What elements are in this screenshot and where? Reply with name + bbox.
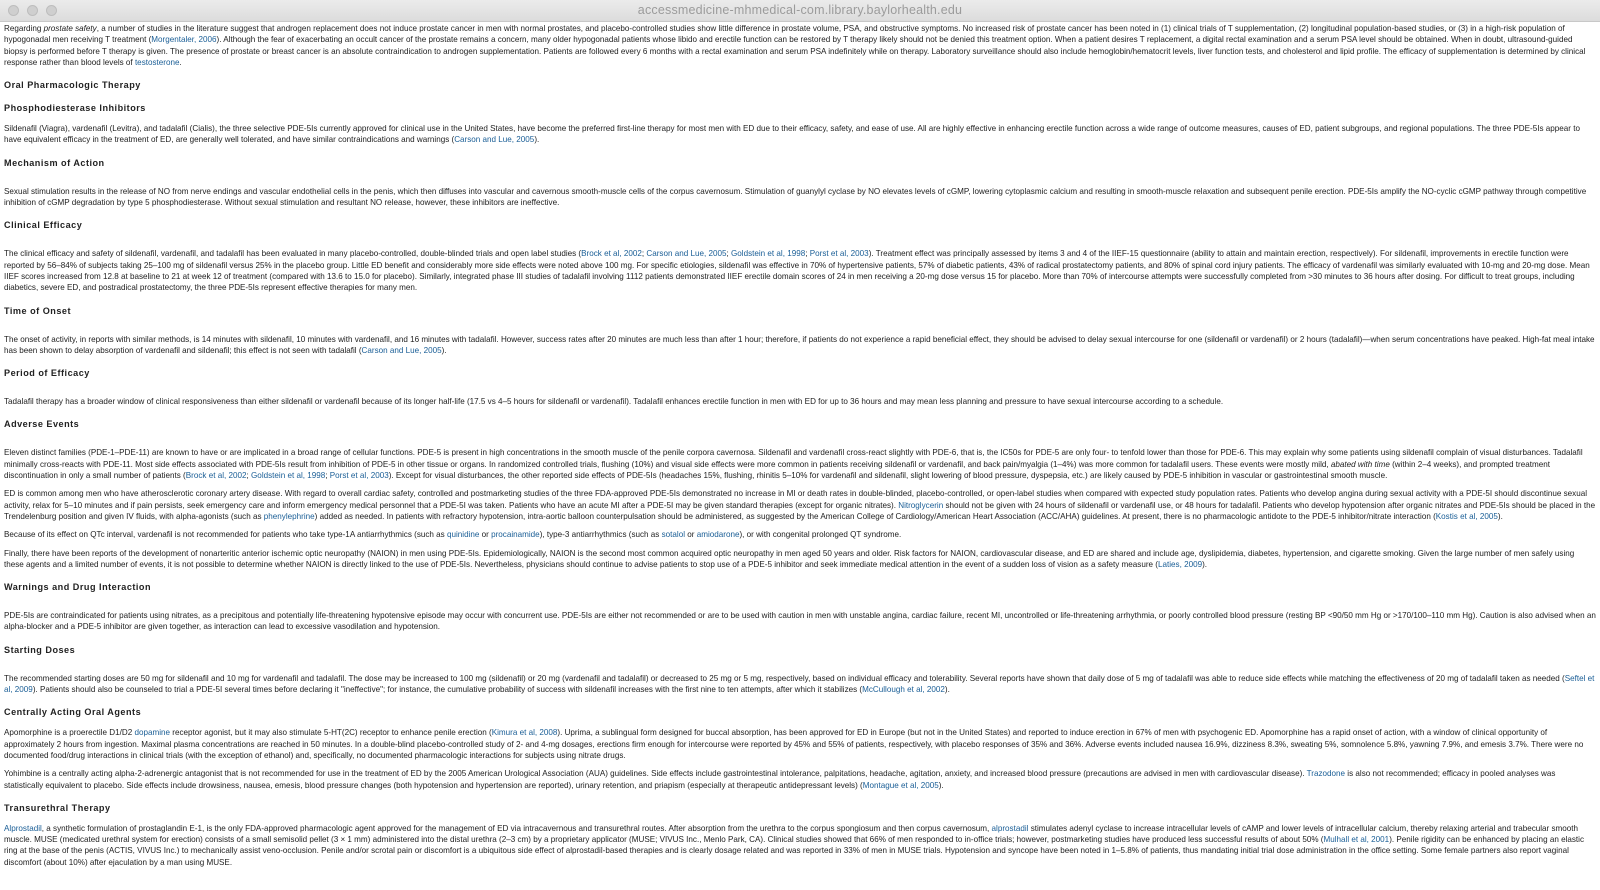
text: ). Uprima, a sublingual form designed for buccal absorption, has been approved for ED in Europe (but not in the United States) and reported to induce erection in 67% of men with psychogenic ED. Apomorphine has a rapid onset of action, with a window of clinical opportunity of approximately 2 hours from ingestion. Maximal plasma concentrations are reached in 50 minutes. In a double-blind placebo-controlled study of 2- and 4-mg dosages, erections firm enough for intercourse were reported by 45% and 55% of patients, respectively, with placebo responses of 35% and 36%. Adverse events included nausea 16.9%, dizziness 8.3%, sweating 5%, somnolence 5.8%, yawning 7.9%, and emesis 3.7%. There were no documented food/drug interactions in clinical trials (with the exception of ethanol) and, specifically, no documented pharmacologic interactions for subjects using nitrate drugs.	[4, 728, 1584, 760]
reference-link[interactable]: Carson and Lue, 2005	[454, 135, 535, 145]
subsection-heading: Transurethral Therapy	[4, 802, 111, 813]
text: ;	[726, 249, 731, 259]
drug-link[interactable]: Nitroglycerin	[898, 500, 944, 510]
text: ).	[441, 345, 447, 355]
text: Sexual stimulation results in the release of NO from nerve endings and vascular endothelial cells in the penis, which then diffuses into vascular and cavernous smooth-muscle cells of the corpus cavernosum. Stimulation of guanylyl cyclase by NO elevates levels of cGMP, lowering cytoplasmic calcium and resulting in smooth-muscle relaxation and subsequent penile erection. PDE-5Is amplify the NO-cyclic cGMP pathway through competitive inhibition of cGMP degradation by type 5 phosphodiesterase. Without sexual stimulation and resultant NO release, however, these inhibitors are ineffective.	[4, 186, 1587, 208]
text: ). Penile rigidity can be enhanced by placing an elastic ring at the base of the penis (ACTIS, VIVUS Inc.) to mechanically assist veno-occlusion. Penile and/or scrotal pain or discomfort is a ubiquitous side effect of alprostadil-based therapies and is clearly dosage related and was reported in 33% of men in MUSE trials. Hypotension and syncope have been noted in 1–5.8% of patients, thus mandating initial trial dose administration in the office setting. Some female partners also report vaginal discomfort (about 10%) after ejaculation by a man using MUSE.	[4, 835, 1585, 867]
text: ;	[325, 471, 330, 481]
article-body	[0, 22, 1600, 868]
emphasis: prostate safety	[43, 24, 97, 33]
subsection-heading: Period of Efficacy	[4, 368, 90, 379]
paragraph-adverse-3	[4, 529, 1596, 540]
text: ;	[805, 249, 810, 259]
paragraph-starting-doses	[4, 673, 1596, 696]
text: Tadalafil therapy has a broader window of clinical responsiveness than either sildenafil or vardenafil because of its longer half-life (17.5 vs 4–5 hours for sildenafil or vardenafil). Tadalafil enhances erectile function in men with ED for up to 36 hours and may mean less planning and pressure to have sexual intercourse according to a schedule.	[4, 397, 1224, 407]
paragraph-mechanism	[4, 186, 1596, 209]
reference-link[interactable]: Laties, 2009	[1157, 559, 1203, 569]
text: ).	[944, 685, 950, 695]
text: Regarding	[4, 24, 44, 33]
paragraph-central-2	[4, 768, 1596, 791]
paragraph-onset	[4, 334, 1596, 357]
text: ).	[1497, 511, 1503, 521]
paragraph-central-1	[4, 727, 1596, 761]
paragraph-period	[4, 396, 1596, 407]
text: ). Treatment effect was principally assessed by items 3 and 4 of the IIEF-15 questionnaire (ability to attain and maintain erection, respectively). For sildenafil, improvements in erectile function were reported by 56–84% of subjects taking 25–100 mg of sildenafil versus 25% in the placebo group. Little ED benefit and considerably more side effects were noted above 100 mg. For specific etiologies, sildenafil was effective in 70% of hypertensive patients, 57% of diabetic patients, 43% of radical prostatectomy patients, and 80% of spinal cord injury patients. The efficacy of vardenafil was similarly evaluated with 10-mg and 20-mg dose. Mean IIEF scores increased from 12.8 at baseline to 21 at week 12 of treatment (compared with 13.6 to 15.0 for placebo). Similarly, integrated phase III studies of tadalafil involving 1112 patients demonstrated IIEF erectile domain scores of 24 in men receiving a 20-mg dose versus 15 for placebo. More than 70% of intercourse attempts were successfully completed from >30 minutes to 36 hours after dosing. For difficult to treat groups, including diabetics, severe ED, and postradical prostatectomy, the three PDE-5Is represent effective therapies for many men.	[4, 249, 1590, 293]
text: Because of its effect on QTc interval, vardenafil is not recommended for patients who take type-1A antiarrhythmics (such as	[4, 530, 447, 540]
reference-link[interactable]: Porst et al, 2003	[329, 471, 389, 481]
reference-link[interactable]: Morgentaler, 2006	[151, 35, 217, 45]
text: Apomorphine is a proerectile D1/D2	[4, 728, 135, 738]
text: ED is common among men who have atherosclerotic coronary artery disease. With regard to overall cardiac safety, controlled and postmarketing studies of the three FDA-approved PDE-5Is demonstrated no increase in MI or death rates in double-blinded, placebo-controlled, or open-label studies when compared with expected study population rates. Patients who develop angina during sexual activity with a PDE-5I should discontinue sexual activity, relax for 5–10 minutes and if pain persists, seek emergency care and inform emergency medical personnel that a PDE-5I was taken. Patients who have an acute MI after a PDE-5I may be given standard therapies (except for organic nitrates).	[4, 489, 1588, 510]
text: (within 2–4 weeks), and prompted treatment discontinuation in only a small number of patients (	[4, 459, 1550, 481]
drug-link[interactable]: quinidine	[446, 530, 480, 540]
text: should not be given with 24 hours of sildenafil or vardenafil use, or 48 hours for tadalafil. Patients who develop hypotension after organic nitrates and PDE-5Is should be placed in the Trendelenburg position and given IV fluids, with alpha-agonists (such as	[4, 500, 1596, 521]
reference-link[interactable]: Kimura et al, 2008	[491, 728, 558, 738]
reference-link[interactable]: Porst et al, 2003	[809, 249, 869, 259]
window-titlebar	[0, 0, 1600, 22]
reference-link[interactable]: Goldstein et al, 1998	[730, 249, 806, 259]
text: ;	[641, 249, 647, 259]
text: ). Patients should also be counseled to trial a PDE-5I several times before declaring it "ineffective"; for instance, the cumulative probability of success with sildenafil increases with the first nine to ten attempts, after which it stabilizes (	[32, 685, 863, 695]
subsection-heading: Phosphodiesterase Inhibitors	[4, 103, 146, 114]
text: The recommended starting doses are 50 mg for sildenafil and 10 mg for vardenafil and tadalafil. The dose may be increased to 100 mg (sildenafil) or 20 mg (vardenafil and tadalafil) or decreased to 25 mg or 5 mg, respectively, based on individual efficacy and tolerability. Several reports have shown that daily dose of 5 mg of tadalafil was able to reduce side effects while matching the effectiveness of 20 mg of tadalafil taken as needed (	[4, 673, 1565, 683]
text: ). Except for visual disturbances, the other reported side effects of PDE-5Is (headaches 15%, flushing, rhinitis 5–10% for vardenafil and sildenafil, slight lowering of blood pressure, dyspepsia, etc.) are likely caused by PDE-5 inhibition in vascular or gastrointestinal smooth muscle.	[388, 471, 1388, 481]
drug-link[interactable]: Alprostadil	[4, 823, 42, 833]
paragraph-transurethral	[4, 823, 1596, 868]
drug-link[interactable]: testosterone	[134, 57, 180, 67]
paragraph-intro	[4, 23, 1596, 68]
reference-link[interactable]: McCullough et al, 2002	[862, 685, 945, 695]
emphasis: abated with time	[1330, 459, 1390, 469]
reference-link[interactable]: Brock et al, 2002	[581, 249, 642, 259]
drug-link[interactable]: procainamide	[491, 530, 540, 540]
text: Sildenafil (Viagra), vardenafil (Levitra), and tadalafil (Cialis), the three selective PDE-5Is currently approved for clinical use in the United States, have become the preferred first-line therapy for most men with ED due to their efficacy, safety, and ease of use. All are highly effective in enhancing erectile function across a wide range of outcome measures, causes of ED, patient subgroups, and regional populations. The three PDE-5Is appear to have equivalent efficacy in the treatment of ED, are generally well tolerated, and have similar contraindications and warnings (	[4, 124, 1580, 145]
section-heading: Oral Pharmacologic Therapy	[4, 80, 141, 91]
text: ). Although the fear of exacerbating an occult cancer of the prostate remains a concern, many older hypogonadal patients whose libido and erectile function can be restored by T therapy likely should not be denied this treatment option. When a patient desires T replacement, a digital rectal examination and a serum PSA level should be obtained. When in doubt, ultrasound-guided biopsy is performed before T therapy is given. The presence of prostate or breast cancer is an absolute contraindication to androgen supplementation. Patients are followed every 6 months with a rectal examination and serum PSA indefinitely while on therapy. Laboratory surveillance should also include hemoglobin/hematocrit levels, liver function tests, and cholesterol and lipid profile. The efficacy of supplementation is determined by clinical response rather than blood levels of	[4, 35, 1586, 67]
text: , a synthetic formulation of prostaglandin E-1, is the only FDA-approved pharmacologic agent approved for the management of ED via intracavernous and transurethral routes. After absorption from the urethra to the corpus spongiosum and then corpus cavernosum,	[41, 823, 992, 833]
text: ), or with congenital prolonged QT syndrome.	[739, 530, 902, 540]
reference-link[interactable]: Montague et al, 2005	[862, 780, 939, 790]
paragraph-adverse-1	[4, 447, 1596, 481]
text: is also not recommended; efficacy in pooled analyses was statistically equivalent to placebo. Side effects include drowsiness, nausea, emesis, blood pressure changes (both hypotension and hypertension are reported), urinary retention, and priapism (especially at therapeutic antidepressant levels) (	[4, 769, 1556, 790]
reference-link[interactable]: Goldstein et al, 1998	[251, 471, 326, 481]
window-title: accessmedicine-mhmedical-com.library.baylorhealth.edu	[637, 3, 963, 17]
text: ).	[1202, 559, 1208, 569]
text: , a number of studies in the literature suggest that androgen replacement does not induce prostate cancer in men with normal prostates, and placebo-controlled studies show little difference in prostate volume, PSA, and obstructive symptoms. No increased risk of prostate cancer has been noted in (1) clinical trials of T supplementation, (2) longitudinal population-based studies, or (3) in a high-risk population of hypogonadal men receiving T treatment (	[4, 24, 1565, 45]
paragraph-adverse-4	[4, 548, 1596, 571]
drug-link[interactable]: phenylephrine	[263, 511, 315, 521]
paragraph-clinical	[4, 248, 1596, 293]
drug-link[interactable]: alprostadil	[991, 823, 1029, 833]
subsection-heading: Mechanism of Action	[4, 157, 105, 168]
text: The onset of activity, in reports with similar methods, is 14 minutes with sildenafil, 10 minutes with vardenafil, and 16 minutes with tadalafil. However, success rates after 20 minutes are much less than after 1 hour; therefore, if patients do not experience a rapid beneficial effect, they should be advised to delay sexual intercourse for one (sildenafil or vardenafil) or 2 hours (tadalafil)—when serum concentrations have peaked. High-fat meal intake has been shown to delay absorption of vardenafil and sildenafil; this effect is not seen with tadalafil (	[4, 334, 1595, 355]
subsection-heading: Warnings and Drug Interaction	[4, 582, 152, 593]
text: The clinical efficacy and safety of sildenafil, vardenafil, and tadalafil has been evaluated in many placebo-controlled, double-blinded trials and open label studies (	[4, 249, 582, 259]
text: ).	[938, 780, 944, 790]
reference-link[interactable]: Brock et al, 2002	[185, 471, 247, 481]
text: or	[479, 530, 492, 540]
drug-link[interactable]: Trazodone	[1306, 769, 1346, 779]
text: ).	[534, 135, 540, 145]
reference-link[interactable]: Seftel et al, 2009	[4, 673, 1595, 695]
paragraph-adverse-2	[4, 488, 1596, 522]
drug-link[interactable]: sotalol	[661, 530, 685, 540]
subsection-heading: Time of Onset	[4, 305, 71, 316]
reference-link[interactable]: Kostis et al, 2005	[1435, 511, 1498, 521]
drug-link[interactable]: amiodarone	[696, 530, 740, 540]
text: ;	[246, 471, 252, 481]
text: Eleven distinct families (PDE-1–PDE-11) are known to have or are implicated in a broad range of cellular functions. PDE-5 is present in high concentrations in the smooth muscle of the penile corpora cavernosa. Sildenafil and vardenafil cross-react slightly with PDE-6, that is, the IC50s for PDE-5 are only four- to tenfold lower than those for PDE-6. This may explain why some patients using sildenafil complain of visual disturbances. Tadalafil minimally cross-reacts with PDE-11. Most side effects associated with PDE-5Is result from inhibition of PDE-5 in other tissue or organs. In randomized controlled trials, flushing (10%) and visual side effects were more common in patients receiving sildenafil or vardenafil, and back pain/myalgia (1–4%) was more common for tadalafil users. These events were mostly mild,	[4, 448, 1583, 469]
text: PDE-5Is are contraindicated for patients using nitrates, as a precipitous and potentially life-threatening hypotensive episode may occur with concurrent use. PDE-5Is are either not recommended or are to be used with caution in men with unstable angina, cardiac failure, recent MI, uncontrolled or life-threatening arrhythmia, or poorly controlled blood pressure (resting BP <90/50 mm Hg or >170/100–110 mm Hg). Caution is also advised when an alpha-blocker and a PDE-5 inhibitor are given together, as interaction can lead to excessive vasodilation and hypotension.	[4, 611, 1596, 632]
text: .	[179, 57, 182, 67]
text: Yohimbine is a centrally acting alpha-2-adrenergic antagonist that is not recommended for use in the treatment of ED by the 2005 American Urological Association (AUA) guidelines. Side effects include gastrointestinal intolerance, palpitations, headache, agitation, anxiety, and increased blood pressure (precautions are advised in men with cardiovascular disease).	[4, 769, 1307, 779]
subsection-heading: Starting Doses	[4, 644, 76, 655]
paragraph-pde	[4, 123, 1596, 146]
subsection-heading: Clinical Efficacy	[4, 220, 83, 231]
reference-link[interactable]: Mulhall et al, 2001	[1323, 835, 1390, 845]
text: receptor agonist, but it may also stimulate 5-HT(2C) receptor to enhance penile erection (	[170, 728, 492, 738]
text: Finally, there have been reports of the development of nonarteritic anterior ischemic optic neuropathy (NAION) in men using PDE-5Is. Epidemiologically, NAION is the second most common acquired optic neuropathy in men aged 50 years and older. Risk factors for NAION, cardiovascular disease, and ED are shared and include age, dyslipidemia, diabetes, hypertension, and cigarette smoking. Given the large number of men safely using these agents and a limited number of events, it is not possible to determine whether NAION is directly linked to the use of PDE-5Is. Nevertheless, physicians should continue to advise patients to stop use of a PDE-5 inhibitor and seek immediate medical attention in the event of a sudden loss of vision as a safety measure (	[4, 548, 1575, 569]
subsection-heading: Adverse Events	[4, 419, 80, 430]
text: ) added as needed. In patients with refractory hypotension, intra-aortic balloon counterpulsation should be administered, as suggested by the American College of Cardiology/American Heart Association (ACC/AHA) guidelines. At present, there is no pharmacologic antidote to the PDE-5 inhibitor/nitrate interaction (	[314, 511, 1436, 521]
paragraph-warnings	[4, 610, 1596, 633]
subsection-heading: Centrally Acting Oral Agents	[4, 707, 142, 718]
reference-link[interactable]: Carson and Lue, 2005	[361, 345, 442, 355]
text: ), type-3 antiarrhythmics (such as	[539, 530, 662, 540]
reference-link[interactable]: Carson and Lue, 2005	[646, 249, 727, 259]
text: or	[685, 530, 697, 540]
drug-link[interactable]: dopamine	[134, 728, 171, 738]
text: stimulates adenyl cyclase to increase intracellular levels of cAMP and lower levels of intracellular calcium, thereby relaxing arterial and trabecular smooth muscle. MUSE (medicated urethral system for erection) consists of a small semisolid pellet (3 × 1 mm) administered into the distal urethra (2–3 cm) by a proprietary applicator (MUSE; VIVUS Inc., Menlo Park, CA). Clinical studies showed that 66% of men responded to in-office trials; however, postmarketing studies have produced less successful results of about 50% (	[4, 823, 1579, 845]
